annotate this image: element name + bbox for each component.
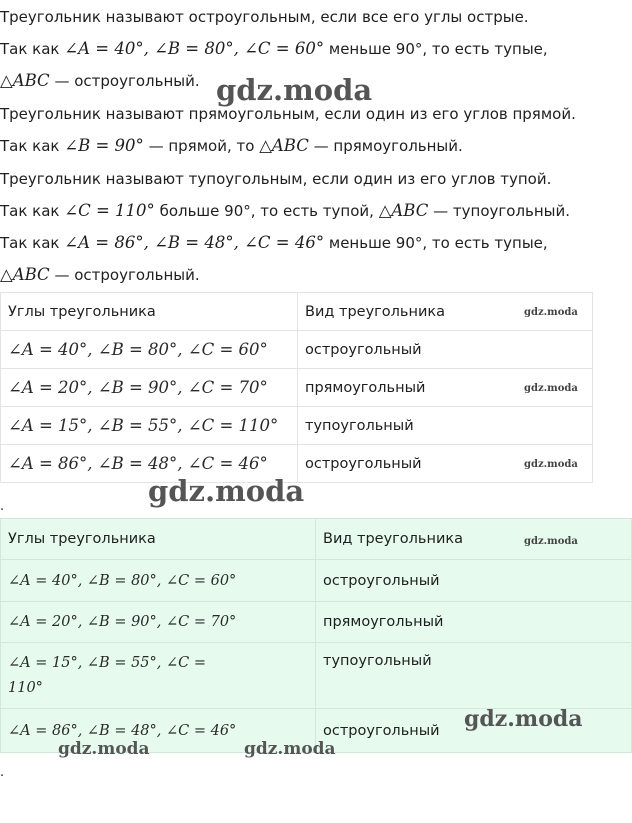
case1-line1 bbox=[0, 39, 548, 59]
table-cell-angles: ∠A = 86°, ∠B = 48°, ∠C = 46° bbox=[1, 445, 298, 483]
case4-math: ∠A = 86°, ∠B = 48°, ∠C = 46° bbox=[64, 233, 325, 252]
angles-part-2: 110° bbox=[8, 680, 43, 696]
case1-math: ∠A = 40°, ∠B = 80°, ∠C = 60° bbox=[64, 39, 325, 58]
angles-part-1: ∠A = 15°, ∠B = 55°, ∠C = bbox=[8, 655, 207, 671]
table-row bbox=[1, 602, 632, 643]
table-row bbox=[1, 643, 632, 709]
case3-math: ∠C = 110° bbox=[64, 201, 155, 220]
table-cell-type: остроугольный bbox=[298, 445, 593, 483]
watermark: gdz.moda bbox=[524, 383, 578, 394]
table-header-angles: Углы треугольника bbox=[1, 293, 298, 331]
case3-triangle: △ABC bbox=[378, 201, 429, 220]
case2-triangle: △ABC bbox=[259, 136, 309, 155]
case1-suffix: меньше 90°, то есть тупые, bbox=[328, 40, 548, 58]
table-cell-type: остроугольный bbox=[316, 560, 632, 602]
case3-end: — тупоугольный. bbox=[433, 202, 571, 220]
watermark: gdz.moda bbox=[148, 474, 305, 508]
table-header-angles: Углы треугольника bbox=[1, 519, 316, 560]
watermark: gdz.moda bbox=[524, 459, 578, 470]
case3-line bbox=[0, 201, 570, 221]
table-cell-angles: ∠A = 40°, ∠B = 80°, ∠C = 60° bbox=[1, 560, 316, 602]
table-header-row bbox=[1, 293, 593, 331]
watermark: gdz.moda bbox=[524, 536, 578, 547]
watermark: gdz.moda bbox=[244, 739, 336, 759]
case4-line1 bbox=[0, 233, 548, 253]
case2-end: — прямоугольный. bbox=[313, 137, 463, 155]
table-cell-type: остроугольный bbox=[316, 709, 632, 753]
case4-triangle: △ABC bbox=[0, 265, 50, 284]
stray-dot: . bbox=[0, 499, 5, 514]
table-cell-angles: ∠A = 86°, ∠B = 48°, ∠C = 46° bbox=[1, 709, 316, 753]
table-header-type: Вид треугольника bbox=[298, 293, 593, 331]
case2-math: ∠B = 90° bbox=[64, 136, 144, 155]
angles-table bbox=[0, 292, 593, 483]
table-row bbox=[1, 407, 593, 445]
case4-suffix: меньше 90°, то есть тупые, bbox=[328, 234, 548, 252]
case4-line2 bbox=[0, 265, 200, 285]
watermark: gdz.moda bbox=[216, 73, 373, 107]
watermark: gdz.moda bbox=[524, 307, 578, 318]
case1-triangle: △ABC bbox=[0, 71, 50, 90]
definition-acute: Треугольник называют остроугольным, если все его углы острые. bbox=[0, 8, 529, 26]
table-cell-type: тупоугольный bbox=[298, 407, 593, 445]
case4-prefix: Так как bbox=[0, 234, 60, 252]
case3-suffix: больше 90°, то есть тупой, bbox=[159, 202, 374, 220]
watermark: gdz.moda bbox=[58, 739, 150, 759]
table-row bbox=[1, 331, 593, 369]
table-cell-type: прямоугольный bbox=[298, 369, 593, 407]
table-cell-angles: ∠A = 15°, ∠B = 55°, ∠C = 110° bbox=[1, 407, 298, 445]
table-cell-angles: ∠A = 20°, ∠B = 90°, ∠C = 70° bbox=[1, 602, 316, 643]
case1-prefix: Так как bbox=[0, 40, 60, 58]
table-cell-type: прямоугольный bbox=[316, 602, 632, 643]
case3-prefix: Так как bbox=[0, 202, 60, 220]
case1-end: — остроугольный. bbox=[54, 72, 200, 90]
definition-obtuse: Треугольник называют тупоугольным, если один из его углов тупой. bbox=[0, 170, 552, 188]
case4-end: — остроугольный. bbox=[54, 266, 200, 284]
case1-line2 bbox=[0, 71, 200, 91]
case2-prefix: Так как bbox=[0, 137, 60, 155]
stray-dot: . bbox=[0, 765, 5, 780]
watermark: gdz.moda bbox=[464, 706, 583, 732]
table-cell-angles: ∠A = 40°, ∠B = 80°, ∠C = 60° bbox=[1, 331, 298, 369]
table-row bbox=[1, 369, 593, 407]
table-cell-type: остроугольный bbox=[298, 331, 593, 369]
definition-right: Треугольник называют прямоугольным, если один из его углов прямой. bbox=[0, 105, 576, 123]
table-cell-angles bbox=[1, 643, 316, 709]
table-cell-type: тупоугольный bbox=[316, 643, 632, 709]
case2-line bbox=[0, 136, 463, 156]
table-cell-angles: ∠A = 20°, ∠B = 90°, ∠C = 70° bbox=[1, 369, 298, 407]
table-row bbox=[1, 560, 632, 602]
table-header-type: Вид треугольника bbox=[316, 519, 632, 560]
case2-mid: — прямой, то bbox=[148, 137, 255, 155]
